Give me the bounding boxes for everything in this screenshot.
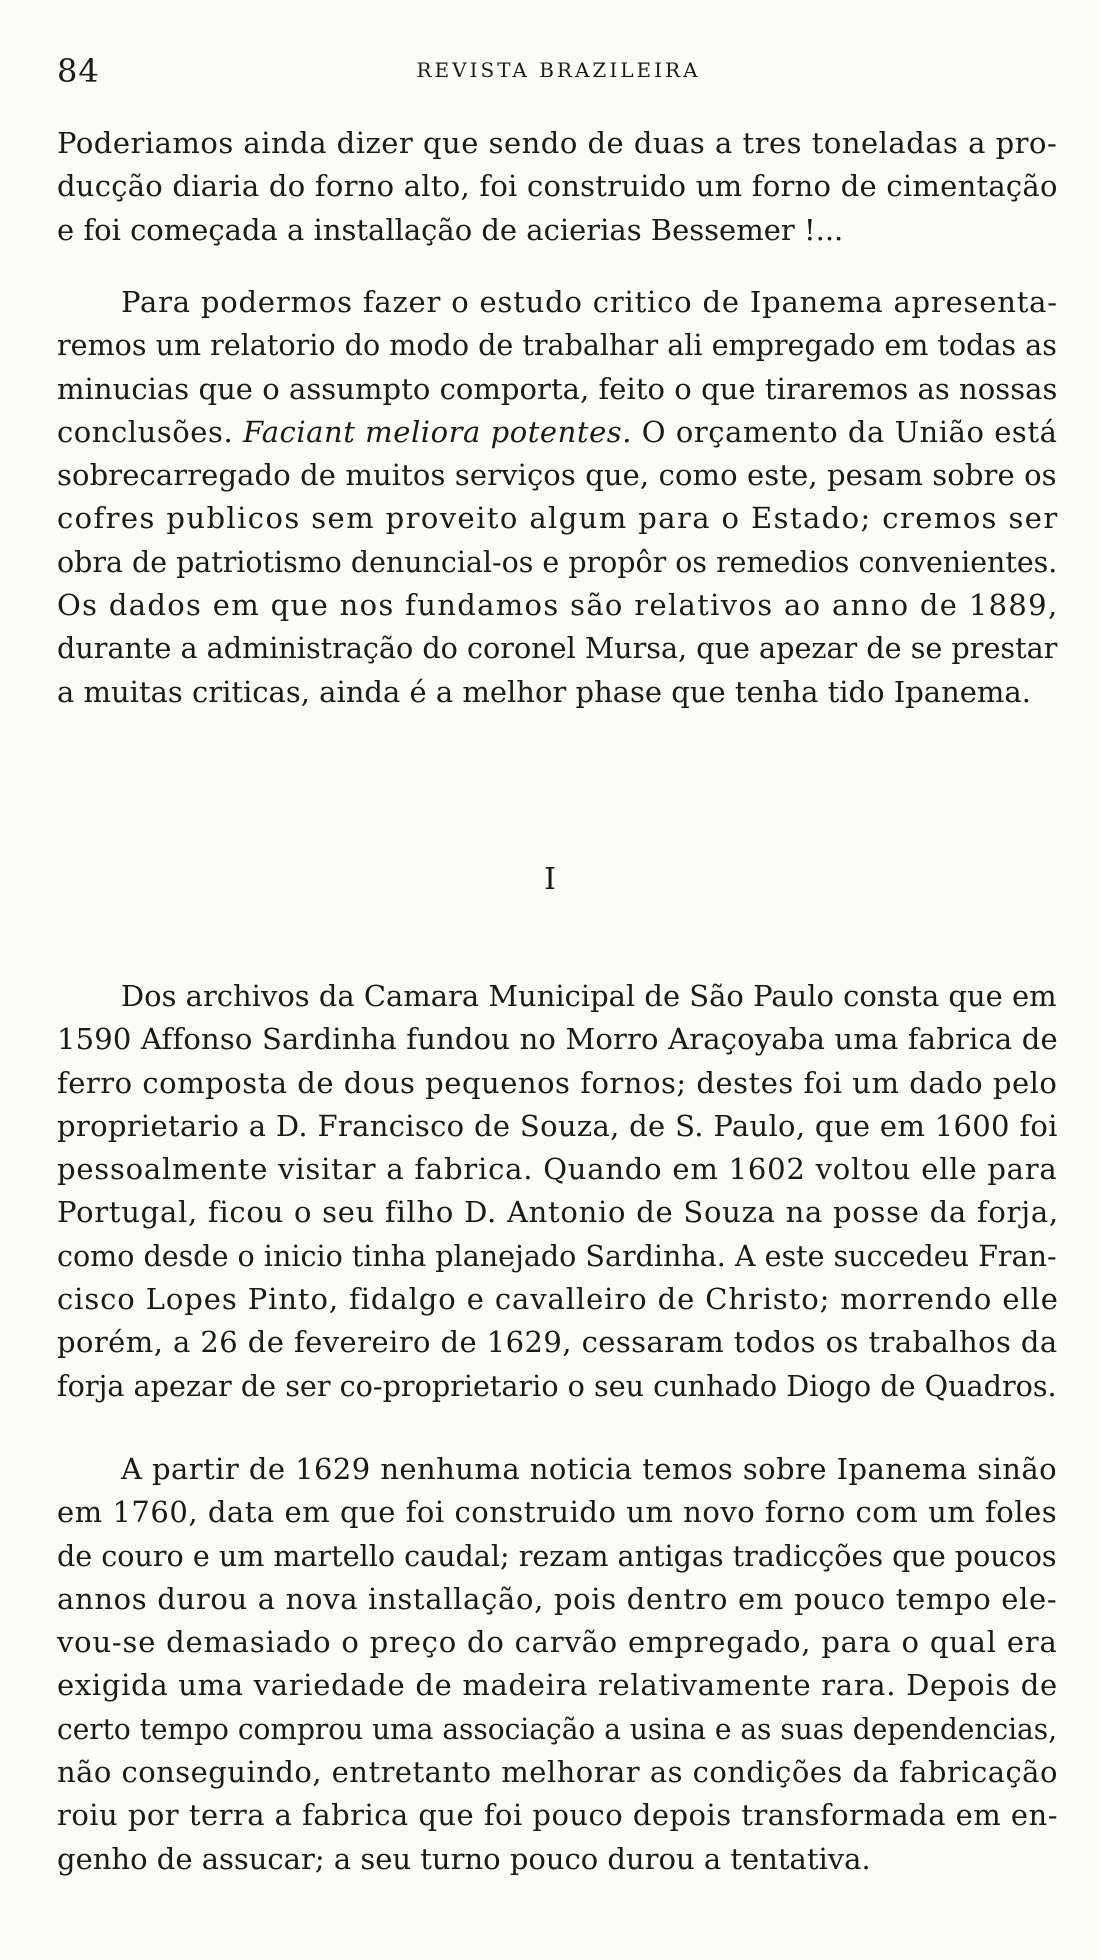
paragraph-1: [57, 122, 1057, 252]
text-line: porém, a 26 de fevereiro de 1629, cessaram todos os trabalhos da: [57, 1325, 1058, 1360]
text-line: proprietario a D. Francisco de Souza, de S. Paulo, que em 1600 foi: [57, 1108, 1058, 1143]
section-numeral: I: [544, 862, 556, 897]
text-line: a muitas criticas, ainda é a melhor phase que tenha tido Ipanema.: [57, 674, 1031, 709]
page-number: 84: [57, 52, 100, 90]
text-line: ducção diaria do forno alto, foi construido um forno de cimentação: [57, 169, 1058, 204]
text-line: Dos archivos da Camara Municipal de São Paulo consta que em: [120, 979, 1057, 1013]
page-header: [57, 52, 1060, 92]
text-fragment: conclusões.: [57, 414, 234, 449]
text-line: e foi começada a installação de acierias Bessemer !...: [57, 212, 844, 247]
text-line: vou-se demasiado o preço do carvão empregado, para o qual era: [57, 1625, 1058, 1660]
paragraph-3: [57, 975, 1057, 1408]
paragraph-text: [57, 1448, 1057, 1881]
text-line: em 1760, data em que foi construido um novo forno com um foles: [57, 1495, 1058, 1530]
text-line: A partir de 1629 nenhuma noticia temos sobre Ipanema sinão: [121, 1452, 1058, 1486]
text-line: cisco Lopes Pinto, fidalgo e cavalleiro de Christo; morrendo elle: [57, 1282, 1059, 1317]
text-line: pessoalmente visitar a fabrica. Quando em 1602 voltou elle para: [57, 1152, 1058, 1187]
paragraph-4: [57, 1448, 1057, 1881]
paragraph-text: [57, 281, 1057, 714]
text-line: Os dados em que nos fundamos são relativos ao anno de 1889,: [57, 588, 1059, 623]
text-line: obra de patriotismo denuncial-os e propôr os remedios convenientes.: [57, 544, 1058, 579]
text-line: annos durou a nova installação, pois dentro em pouco tempo ele-: [57, 1581, 1058, 1616]
text-line: [57, 411, 1057, 454]
text-line: genho de assucar; a seu turno pouco durou a tentativa.: [57, 1841, 871, 1876]
text-line: Para podermos fazer o estudo critico de Ipanema apresenta-: [121, 285, 1058, 319]
text-line: exigida uma variedade de madeira relativamente rara. Depois de: [57, 1668, 1058, 1703]
text-line: roiu por terra a fabrica que foi pouco depois transformada em en-: [57, 1798, 1058, 1833]
text-line: minucias que o assumpto comporta, feito o que tiraremos as nossas: [57, 371, 1058, 406]
text-line: cofres publicos sem proveito algum para o Estado; cremos ser: [57, 501, 1059, 536]
text-line: certo tempo comprou uma associação a usina e as suas dependencias,: [57, 1711, 1058, 1746]
paragraph-text: [57, 122, 1057, 252]
text-line: Portugal, ficou o seu filho D. Antonio de Souza na posse da forja,: [57, 1195, 1059, 1230]
paragraph-text: [57, 975, 1057, 1408]
text-line: forja apezar de ser co-proprietario o seu cunhado Diogo de Quadros.: [57, 1368, 1057, 1403]
text-line: Poderiamos ainda dizer que sendo de duas a tres toneladas a pro-: [57, 126, 1058, 160]
text-fragment: O orçamento da União está: [641, 414, 1058, 449]
text-line: de couro e um martello caudal; rezam antigas tradicções que poucos: [57, 1538, 1057, 1573]
text-line: não conseguindo, entretanto melhorar as condições da fabricação: [57, 1755, 1058, 1790]
text-line: como desde o inicio tinha planejado Sardinha. A este succedeu Fran-: [57, 1238, 1057, 1273]
running-title: REVISTA BRAZILEIRA: [416, 58, 701, 82]
latin-quote: Faciant meliora potentes.: [243, 414, 632, 449]
text-line: durante a administração do coronel Mursa, que apezar de se prestar: [57, 631, 1058, 666]
text-line: 1590 Affonso Sardinha fundou no Morro Araçoyaba uma fabrica de: [57, 1022, 1058, 1057]
text-line: remos um relatorio do modo de trabalhar ali empregado em todas as: [57, 328, 1057, 363]
paragraph-2: [57, 281, 1057, 714]
text-line: ferro composta de dous pequenos fornos; destes foi um dado pelo: [57, 1065, 1058, 1100]
text-line: sobrecarregado de muitos serviços que, como este, pesam sobre os: [57, 458, 1057, 493]
